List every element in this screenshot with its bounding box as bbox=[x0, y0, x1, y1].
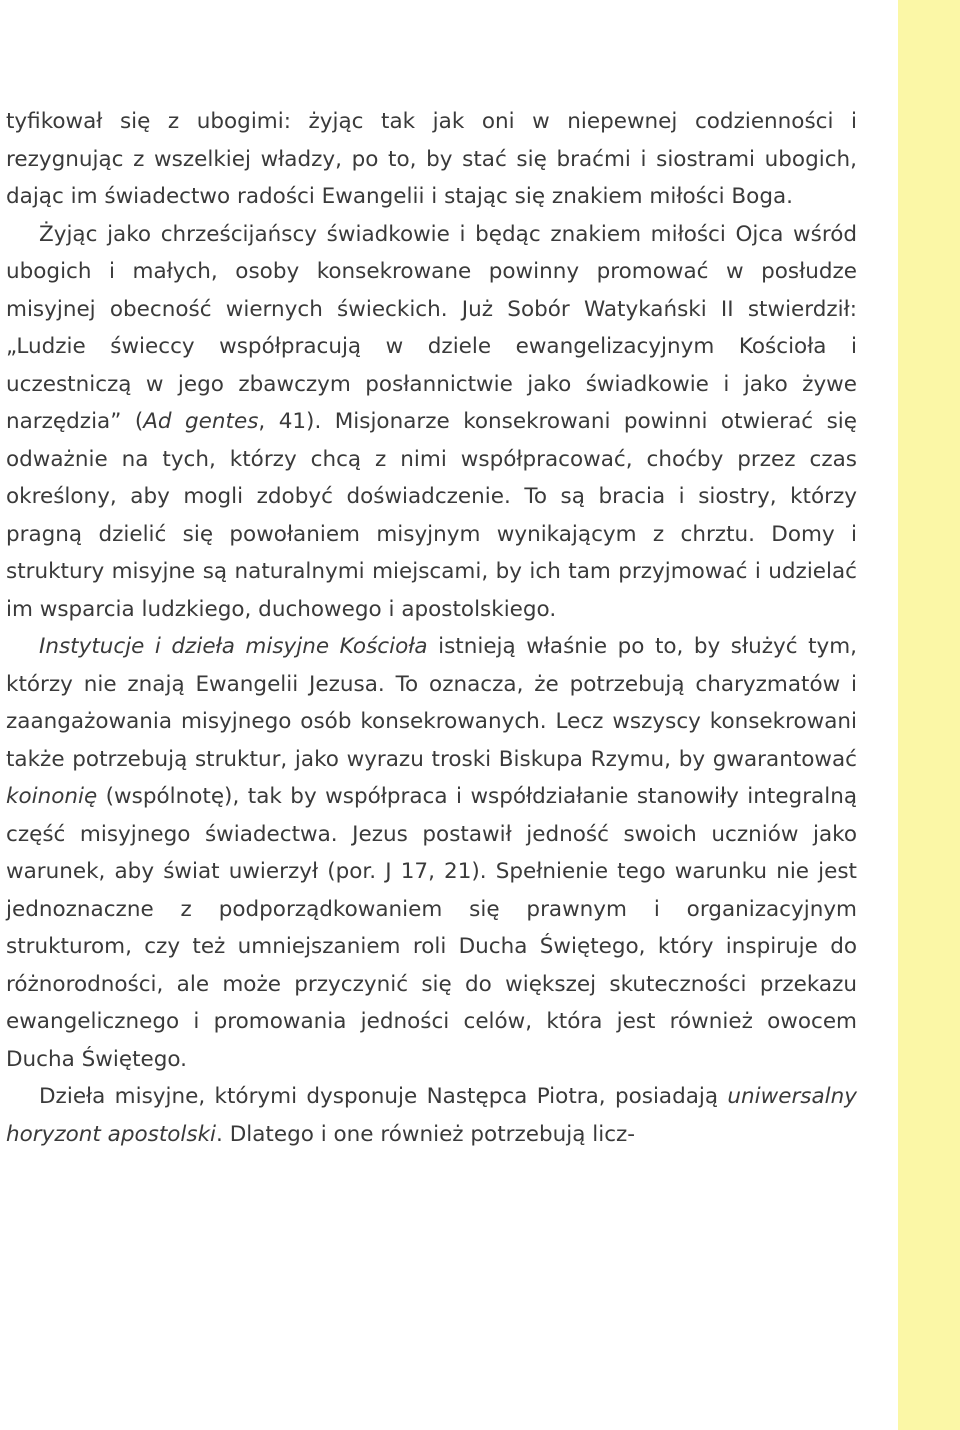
margin-color-band bbox=[898, 0, 960, 1430]
paragraph-2-italic-ad-gentes: Ad gentes bbox=[143, 409, 259, 434]
paragraph-2-text-b: , 41). Misjonarze konsekrowani powinni otwierać się odważnie na tych, którzy chcą z nimi współpracować, choćby przez czas określony, aby mogli zdobyć doświadczenie. To są bracia i siostry, którzy pragną dzielić się powołaniem misyjnym wynikającym z chrztu. Domy i struktury misyjne są naturalnymi miejscami, by ich tam przyjmować i udzielać im wsparcia ludzkiego, duchowego i apostolskiego. bbox=[6, 409, 857, 622]
paragraph-4-text-b: . Dlatego i one również potrzebują licz- bbox=[216, 1121, 636, 1147]
paragraph-4-italic-horyzont: uniwersalny horyzont apostolski bbox=[6, 1084, 857, 1147]
paragraph-3-italic-instytucje: Instytucje i dzieła misyjne Kościoła bbox=[39, 634, 428, 659]
paragraph-3-italic-koinonie: koinonię bbox=[6, 784, 98, 809]
paragraph-4 bbox=[6, 1078, 857, 1153]
paragraph-3-text-b: (wspólnotę), tak by współpraca i współdziałanie stanowiły integralną część misyjnego świadectwa. Jezus postawił jedność swoich uczniów jako warunek, aby świat uwierzył (por. J 17, 21). Spełnienie tego warunku nie jest jednoznaczne z podporządkowaniem się prawnym i organizacyjnym strukturom, czy też umniejszaniem roli Ducha Świętego, który inspiruje do różnorodności, ale może przyczynić się do większej skuteczności przekazu ewangelicznego i promowania jedności celów, która jest również owocem Ducha Świętego. bbox=[6, 784, 857, 1072]
paragraph-3-text-a: istnieją właśnie po to, by służyć tym, którzy nie znają Ewangelii Jezusa. To oznacza, że potrzebują charyzmatów i zaangażowania misyjnego osób konsekrowanych. Lecz wszyscy konsekrowani także potrzebują struktur, jako wyrazu troski Biskupa Rzymu, by gwarantować bbox=[6, 634, 857, 772]
body-text bbox=[6, 103, 857, 1153]
paragraph-3 bbox=[6, 628, 857, 1078]
paragraph-1-text: tyfikował się z ubogimi: żyjąc tak jak oni w niepewnej codzienności i rezygnując z wszelkiej władzy, po to, by stać się braćmi i siostrami ubogich, dając im świadectwo radości Ewangelii i stając się znakiem miłości Boga. bbox=[6, 109, 857, 209]
paragraph-2-text-a: Żyjąc jako chrześcijańscy świadkowie i będąc znakiem miłości Ojca wśród ubogich i małych, osoby konsekrowane powinny promować w posłudze misyjnej obecność wiernych świeckich. Już Sobór Watykański II stwierdził: „Ludzie świeccy współpracują w dziele ewangelizacyjnym Kościoła i uczestniczą w jego zbawczym posłannictwie jako świadkowie i jako żywe narzędzia” ( bbox=[6, 221, 857, 434]
paragraph-4-text-a: Dzieła misyjne, którymi dysponuje Następca Piotra, posiadają bbox=[39, 1084, 728, 1109]
paragraph-1 bbox=[6, 103, 857, 216]
paragraph-2 bbox=[6, 216, 857, 629]
